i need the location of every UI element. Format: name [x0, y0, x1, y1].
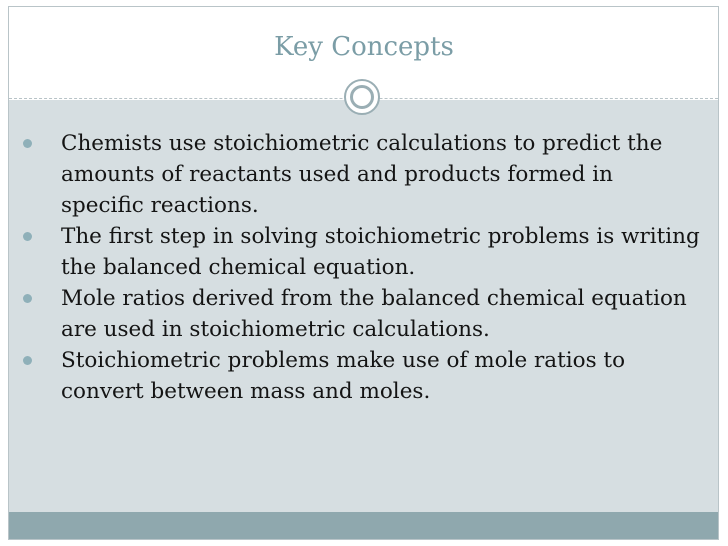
bullet-dot-icon [23, 232, 32, 241]
bullet-list [40, 128, 700, 407]
bullet-text: The first step in solving stoichiometric problems is writing the balanced chemical equation. [61, 224, 700, 280]
circle-ornament-inner [350, 85, 374, 109]
bullet-item [40, 283, 700, 345]
circle-ornament-icon [344, 79, 380, 115]
bullet-dot-icon [23, 139, 32, 148]
slide-title: Key Concepts [274, 32, 454, 62]
bullet-dot-icon [23, 294, 32, 303]
bullet-item [40, 128, 700, 221]
bullet-text: Stoichiometric problems make use of mole ratios to convert between mass and moles. [61, 348, 626, 404]
bullet-text: Chemists use stoichiometric calculations to predict the amounts of reactants used and products formed in specific reactions. [61, 131, 663, 218]
bullet-dot-icon [23, 356, 32, 365]
bullet-item [40, 221, 700, 283]
footer-bar [9, 512, 718, 539]
bullet-item [40, 345, 700, 407]
bullet-text: Mole ratios derived from the balanced chemical equation are used in stoichiometric calculations. [61, 286, 687, 342]
